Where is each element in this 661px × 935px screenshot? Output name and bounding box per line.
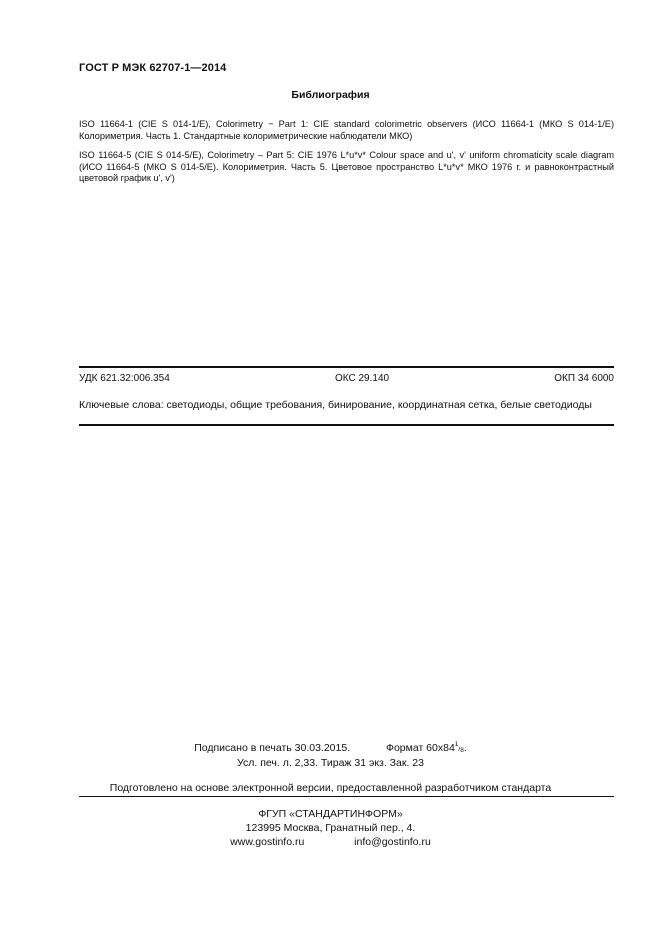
prepared-note: Подготовлено на основе электронной версии, предоставленной разработчиком стандарта: [109, 782, 552, 794]
udk-code: УДК 621.32:006.354: [79, 373, 170, 384]
publisher-address: 123995 Москва, Гранатный пер., 4.: [245, 822, 416, 834]
oks-code: ОКС 29.140: [335, 373, 390, 384]
bibliography-entry: ISO 11664-5 (CIE S 014-5/E), Colorimetry – Part 5: CIE 1976 L*u*v* Colour space and u', v' uniform chromaticity scale diagram (ИСО 11664-5 (МКО S 014-5/E). Колориметрия. Часть 5. Цветовое пространство L*u*v* МКО 1976 г. и равноконтрастный цветовой график u', v'): [79, 150, 614, 184]
classification-codes: [79, 373, 614, 384]
paper-format: [386, 742, 467, 754]
format-label: Формат 60x84: [385, 742, 455, 754]
bibliography-entry: ISO 11664-1 (CIE S 014-1/E), Colorimetry − Part 1: CIE standard colorimetric observers (ИСО 11664-1 (МКО S 014-1/E) Колориметрия. Часть 1. Стандартные колориметрические наблюдатели МКО): [79, 119, 614, 141]
format-fraction: 1/8: [454, 741, 464, 754]
bibliography-title: Библиография: [291, 89, 370, 101]
standard-header: ГОСТ Р МЭК 62707-1—2014: [79, 62, 227, 74]
signed-date: Подписано в печать 30.03.2015.: [194, 742, 351, 754]
signed-line: [0, 742, 661, 754]
keywords: Ключевые слова: светодиоды, общие требования, бинирование, координатная сетка, белые светодиоды: [79, 399, 592, 411]
top-divider: [79, 366, 614, 368]
format-end: .: [463, 742, 467, 754]
email-link[interactable]: info@gostinfo.ru: [354, 836, 431, 848]
website-link[interactable]: www.gostinfo.ru: [230, 836, 305, 848]
bottom-divider: [79, 424, 614, 426]
publisher-name: ФГУП «СТАНДАРТИНФОРМ»: [258, 808, 403, 820]
format-numerator: 1: [454, 741, 459, 748]
format-denominator: 8: [460, 747, 464, 754]
imprint-divider: [79, 796, 614, 797]
okp-code: ОКП 34 6000: [554, 373, 614, 384]
publisher-contacts: [0, 836, 661, 848]
print-details: Усл. печ. л. 2,33. Тираж 31 экз. Зак. 23: [237, 757, 424, 769]
